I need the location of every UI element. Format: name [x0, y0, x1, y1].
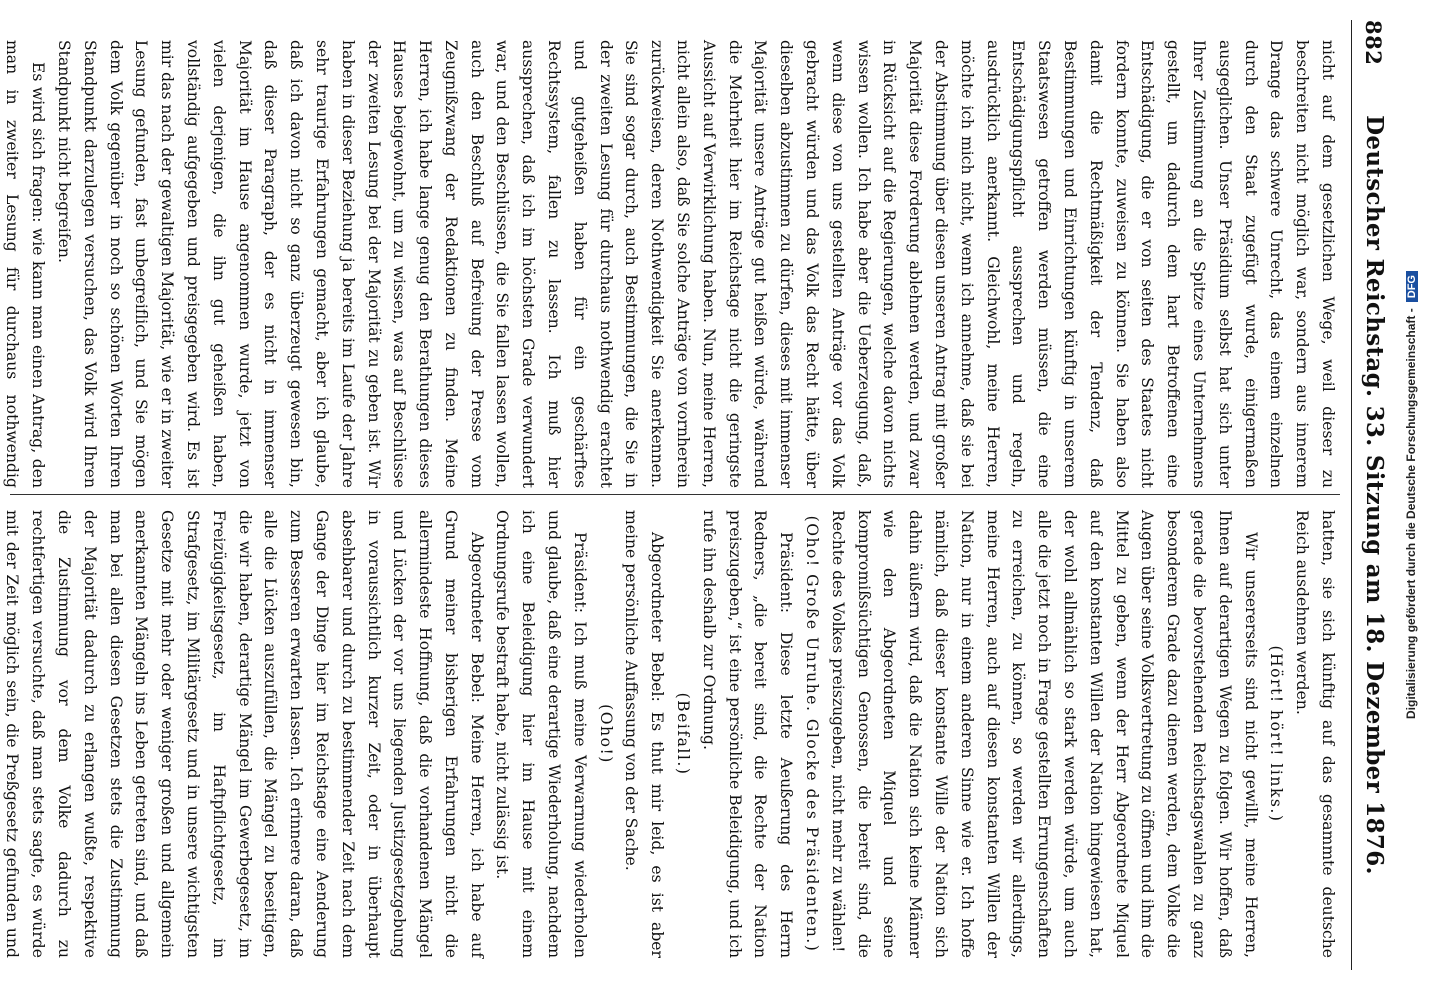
paragraph: Abgeordneter Bebel: Meine Herren, ich habe auf Grund meiner bisherigen Erfahrungen nicht die allermindeste Hoffnung, daß die vorhandenen Mängel und Lücken der vor uns liegenden Justizgesetzgebung in voraussichtlich kurzer Zeit, oder in überhaupt absehbarer und durch zu bestimmender Zeit nach dem Gange der Dinge hier im Reichstage eine Aenderung zum Besseren erwarten lassen. Ich erinnere daran, daß alle die Lücken auszufüllen, die Mängel zu beseitigen, die wir haben, derartige Mängel im Gewerbegesetz, im Freizügigkeitsgesetz, im Haftpflichtgesetz, im Strafgesetz, im Militärgesetz und in unsere wichtigsten Gesetze mit mehr oder weniger großen und allgemein anerkannten Mängeln ins Leben getreten sind, und daß man bei allen diesen Gesetzen stets die Zustimmung der Majorität dadurch zu erlangen wußte, respektive die Zustimmung vor dem Volke dadurch zu rechtfertigen versuchte, daß man stets sagte, es würde mit der Zeit möglich sein, die Preßgesetz gefunden und [3, 510, 486, 958]
right-column [3, 510, 1340, 958]
interjection: (Beifall.) [674, 692, 693, 776]
interjection: (Hört! hört! links.) [1267, 645, 1286, 823]
paragraph: Abgeordneter Bebel: Es thut mir leid, es ist aber meine persönliche Auffassung von der Sache. [622, 510, 667, 958]
paragraph: Präsident: Ich muß meine Verwarnung wiederholen und glaube, daß eine derartige Wiederholung, nachdem ich eine Beleidigung hier im Hause mit einem Ordnungsrufe bestraft habe, nicht zulässig ist. [493, 510, 589, 958]
interjection: (Oho! Große Unruhe. Glocke des Präsidenten.) [803, 515, 822, 953]
paragraph: Es wird sich fragen: wie kann man einen Antrag, den man in zweiter Lesung für durchaus nothwendig [3, 40, 48, 488]
column-divider [10, 494, 1340, 495]
paragraph: Präsident: Diese letzte Aeußerung des Herrn Redners, „die bereit sind, die Rechte der Nation preiszugeben,“ ist eine persönliche Beleidigung, und ich rufe ihn deshalb zur Ordnung. [699, 510, 796, 958]
paragraph: hatten, sie sich künftig auf das gesammte deutsche Reich ausdehnen werden. [1293, 510, 1337, 958]
credit-label: Digitalisierung gefördert durch die Deutsche Forschungsgemeinschaft - [1404, 308, 1418, 719]
page-header [1351, 20, 1400, 970]
dfg-logo: DFG [1406, 271, 1418, 302]
credit-text [1404, 5, 1418, 985]
digitization-credit [1394, 0, 1432, 1000]
paragraph: nicht auf dem gesetzlichen Wege, weil dieser zu beschreiten nicht möglich war, sondern aus innerem Drange das schwere Unrecht, das einem einzelnen durch den Staat zugefügt wurde, einigermaßen ausgeglichen. Unser Präsidium selbst hat sich unter Ihrer Zustimmung an die Spitze eines Unternehmens gestellt, um dadurch dem hart Betroffenen eine Entschädigung, die er von seiten des Staates nicht fordern konnte, zuweisen zu können. Sie haben also damit die Rechtmäßigkeit der Tendenz, daß Bestimmungen und Einrichtungen künftig in unserem Staatswesen getroffen werden müssen, die eine Entschädigungspflicht aussprechen und regeln, ausdrücklich anerkannt. Gleichwohl, meine Herren, möchte ich mich nicht, wenn ich annehme, daß sie bei der Abstimmung über diesen unseren Antrag mit großer Majorität diese Forderung ablehnen werden, und zwar in Rücksicht auf die Regierungen, welche davon nichts wissen wollen. Ich habe aber die Ueberzeugung, daß, wenn diese von uns gestellten Anträge vor das Volk gebracht würden und das Volk das Recht hätte, über dieselben abzustimmen zu dürfen, dieses mit immenser Majorität unsere Anträge gut heißen würde, während die Mehrheit hier im Reichstage nicht die geringste Aussicht auf Verwirklichung haben. Nun, meine Herren, nicht allein also, daß Sie solche Anträge von vornherein zurückweisen, deren Nothwendigkeit Sie anerkennen. Sie sind sogar durch, auch Bestimmungen, die Sie in der zweiten Lesung für durchaus nothwendig erachtet und gutgeheißen haben für ein geschärftes Rechtssystem, fallen zu lassen. Ich muß hier aussprechen, daß ich im höchsten Grade verwundert war, und den Beschlüssen, die Sie fallen lassen wollen, auch den Beschluß auf Befreiung der Presse vom Zeugnißzwang der Redaktionen zu finden. Meine Herren, ich habe lange genug den Berathungen dieses Hauses beigewohnt, um zu wissen, was auf Beschlüsse der zweiten Lesung bei der Majorität zu geben ist. Wir haben in dieser Beziehung ja bereits im Laufe der Jahre sehr traurige Erfahrungen gemacht, aber ich glaube, daß ich davon nicht so ganz überzeugt gewesen bin, daß dieser Paragraph, der es nicht in immenser Majorität im Hause angenommen wurde, jetzt von vielen derjenigen, die ihn gut geheißen haben, vollständig aufgegeben und preisgegeben wird. Es ist mir das nach der gewaltigen Majorität, wie er in zweiter Lesung gefunden, fast unbegreiflich, und Sie mögen dem Volk gegenüber in noch so schönen Worten Ihren Standpunkt darzulegen versuchen, das Volk wird Ihren Standpunkt nicht begreifen. [54, 40, 1337, 488]
left-column [3, 40, 1340, 488]
running-head: Deutscher Reichstag. 33. Sitzung am 18. Dezember 1876. [1361, 115, 1388, 875]
interjection: (Oho!) [596, 704, 615, 764]
paragraph: Wir unsererseits sind nicht gewillt, meine Herren, Ihnen auf derartigen Wegen zu folgen. Wir hoffen, daß gerade die bevorstehenden Reichstagswahlen zu ganz besonderem Grade dazu dienen werden, dem Volke die Augen über seine Volksvertretung zu öffnen und ihm die Mittel zu geben, wenn der Herr Abgeordnete Miquel auf den konstanten Willen der Nation hingewiesen hat, der wohl allmählich so stark werden würde, um auch alle die jetzt noch in Frage gestellten Errungenschaften zu erreichen, zu können, so werden wir allerdings, meine Herren, auch auf diesen konstanten Willen der Nation, nur in einem anderen Sinne wie er. Ich hoffe nämlich, daß dieser konstante Wille der Nation sich dahin äußern wird, daß die Nation sich keine Männer wie den Abgeordneten Miquel und seine kompromißsüchtigen Genossen, die bereit sind, die Rechte des Volkes preiszugeben, nicht mehr zu wählen! [828, 510, 1260, 958]
page-number: 882 [1361, 20, 1386, 66]
